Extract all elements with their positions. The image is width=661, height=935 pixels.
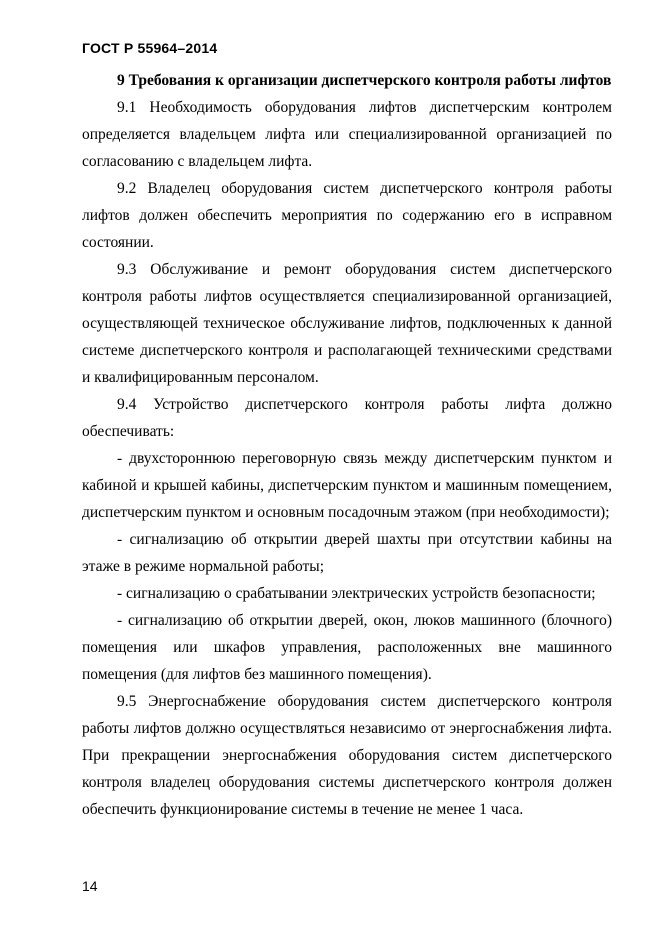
list-item: - двухстороннюю переговорную связь между диспетчерским пунктом и кабиной и крышей кабины, диспетчерским пунктом и машинным помещением, диспетчерским пунктом и основным посадочным этажом (при необходимости); (82, 450, 612, 521)
paragraph-9-3: 9.3 Обслуживание и ремонт оборудования систем диспетчерского контроля работы лифтов осуществляется специализированной организацией, осуществляющей техническое обслуживание лифтов, подключенных к данной системе диспетчерского контроля и располагающей техническими средствами и квалифицированным персоналом. (82, 261, 612, 386)
paragraph-9-4: 9.4 Устройство диспетчерского контроля работы лифта должно обеспечивать: (82, 396, 612, 440)
document-header: ГОСТ Р 55964–2014 (82, 40, 218, 56)
paragraph-9-1: 9.1 Необходимость оборудования лифтов диспетчерским контролем определяется владельцем лифта или специализированной организацией по согласованию с владельцем лифта. (82, 99, 612, 170)
list-item: - сигнализацию о срабатывании электрических устройств безопасности; (117, 585, 596, 602)
section-heading: 9 Требования к организации диспетчерского контроля работы лифтов (117, 72, 612, 89)
list-item: - сигнализацию об открытии дверей, окон, люков машинного (блочного) помещения или шкафов управления, расположенных вне машинного помещения (для лифтов без машинного помещения). (82, 612, 612, 683)
list-item: - сигнализацию об открытии дверей шахты при отсутствии кабины на этаже в режиме нормальной работы; (82, 531, 612, 575)
page-number: 14 (82, 878, 98, 894)
paragraph-9-5: 9.5 Энергоснабжение оборудования систем диспетчерского контроля работы лифтов должно осуществляться независимо от энергоснабжения лифта. При прекращении энергоснабжения оборудования систем диспетчерского контроля владелец оборудования системы диспетчерского контроля должен обеспечить функционирование системы в течение не менее 1 часа. (82, 693, 612, 818)
paragraph-9-2: 9.2 Владелец оборудования систем диспетчерского контроля работы лифтов должен обеспечить мероприятия по содержанию его в исправном состоянии. (82, 180, 612, 251)
document-body (82, 67, 612, 823)
